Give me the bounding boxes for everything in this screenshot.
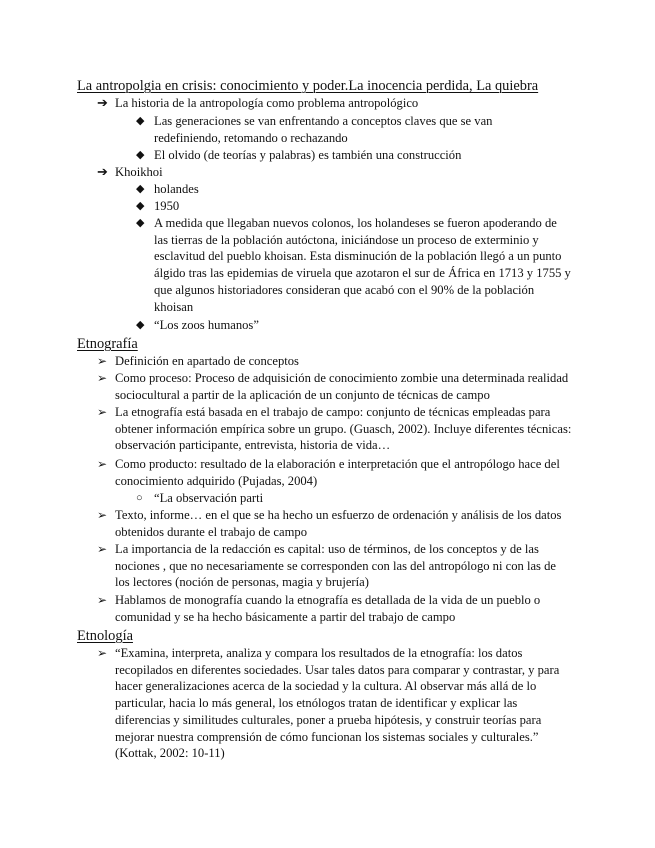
triangle-bullet-icon: ➢ xyxy=(97,371,108,385)
list-item: La importancia de la redacción es capital: uso de términos, de los conceptos y de las nociones , que no necesariamente se corresponden con las del antropólogo ni con las de los lectores (noción de personas, magia y brujería) xyxy=(115,542,556,590)
list-item: Khoikhoi xyxy=(115,165,163,179)
list-subitem: holandes xyxy=(154,182,199,196)
arrow-bullet-icon: ➔ xyxy=(97,164,108,179)
diamond-bullet-icon: ◆ xyxy=(136,183,145,195)
triangle-bullet-icon: ➢ xyxy=(97,354,108,368)
triangle-bullet-icon: ➢ xyxy=(97,405,108,419)
triangle-bullet-icon: ➢ xyxy=(97,646,108,660)
list-item: Definición en apartado de conceptos xyxy=(115,354,299,368)
list-subitem: Las generaciones se van enfrentando a conceptos claves que se van redefiniendo, retomando o rechazando xyxy=(154,114,493,145)
diamond-bullet-icon: ◆ xyxy=(136,200,145,212)
diamond-bullet-icon: ◆ xyxy=(136,319,145,331)
section-heading-etnografia: Etnografía xyxy=(77,336,138,352)
list-item: La historia de la antropología como problema antropológico xyxy=(115,96,419,110)
list-subitem: “La observación parti xyxy=(154,491,264,505)
arrow-bullet-icon: ➔ xyxy=(97,95,108,110)
page-title: La antropolgia en crisis: conocimiento y poder.La inocencia perdida, La quiebra xyxy=(77,78,539,94)
diamond-bullet-icon: ◆ xyxy=(136,217,145,229)
list-item: Como producto: resultado de la elaboración e interpretación que el antropólogo hace del conocimiento adquirido (Pujadas, 2004) xyxy=(115,457,560,488)
list-item: Hablamos de monografía cuando la etnografía es detallada de la vida de un pueblo o comunidad y se ha hecho básicamente a partir del trabajo de campo xyxy=(115,593,541,624)
triangle-bullet-icon: ➢ xyxy=(97,542,108,556)
list-item: Texto, informe… en el que se ha hecho un esfuerzo de ordenación y análisis de los datos obtenidos durante el trabajo de campo xyxy=(115,508,562,539)
list-subitem: A medida que llegaban nuevos colonos, los holandeses se fueron apoderando de las tierras de la población autóctona, iniciándose un proceso de exterminio y esclavitud del pueblo khoisan. Esta disminución de la población llegó a un punto álgido tras las epidemias de viruela que azotaron el sur de África en 1713 y 1755 y que algunos historiadores consideran que acabó con el 90% de la población khoisan xyxy=(154,216,571,314)
triangle-bullet-icon: ➢ xyxy=(97,593,108,607)
triangle-bullet-icon: ➢ xyxy=(97,457,108,471)
quote-item: “Examina, interpreta, analiza y compara los resultados de la etnografía: los datos recopilados en diferentes sociedades. Usar tales datos para comparar y contrastar, y para hacer generalizaciones acerca de la sociedad y la cultura. Al observar más allá de lo particular, hacia lo más general, los etnólogos tratan de identificar y explicar las diferencias y similitudes culturales, poner a prueba hipótesis, y construir teorías para mejorar nuestra comprensión de cómo funcionan los sistemas sociales y culturales.” (Kottak, 2002: 10-11) xyxy=(115,646,560,761)
diamond-bullet-icon: ◆ xyxy=(136,115,145,127)
list-subitem: 1950 xyxy=(154,199,180,213)
list-item: La etnografía está basada en el trabajo de campo: conjunto de técnicas empleadas para obtener información empírica sobre un grupo. (Guasch, 2002). Incluye diferentes técnicas: observación participante, entrevista, historia de vida… xyxy=(115,405,572,453)
list-subitem: “Los zoos humanos” xyxy=(154,318,259,332)
circle-bullet-icon: ○ xyxy=(136,492,143,504)
list-subitem: El olvido (de teorías y palabras) es también una construcción xyxy=(154,148,462,162)
triangle-bullet-icon: ➢ xyxy=(97,508,108,522)
diamond-bullet-icon: ◆ xyxy=(136,149,145,161)
list-item: Como proceso: Proceso de adquisición de conocimiento zombie una determinada realidad sociocultural a partir de la aplicación de un conjunto de técnicas de campo xyxy=(115,371,569,402)
section-heading-etnologia: Etnología xyxy=(77,628,133,644)
